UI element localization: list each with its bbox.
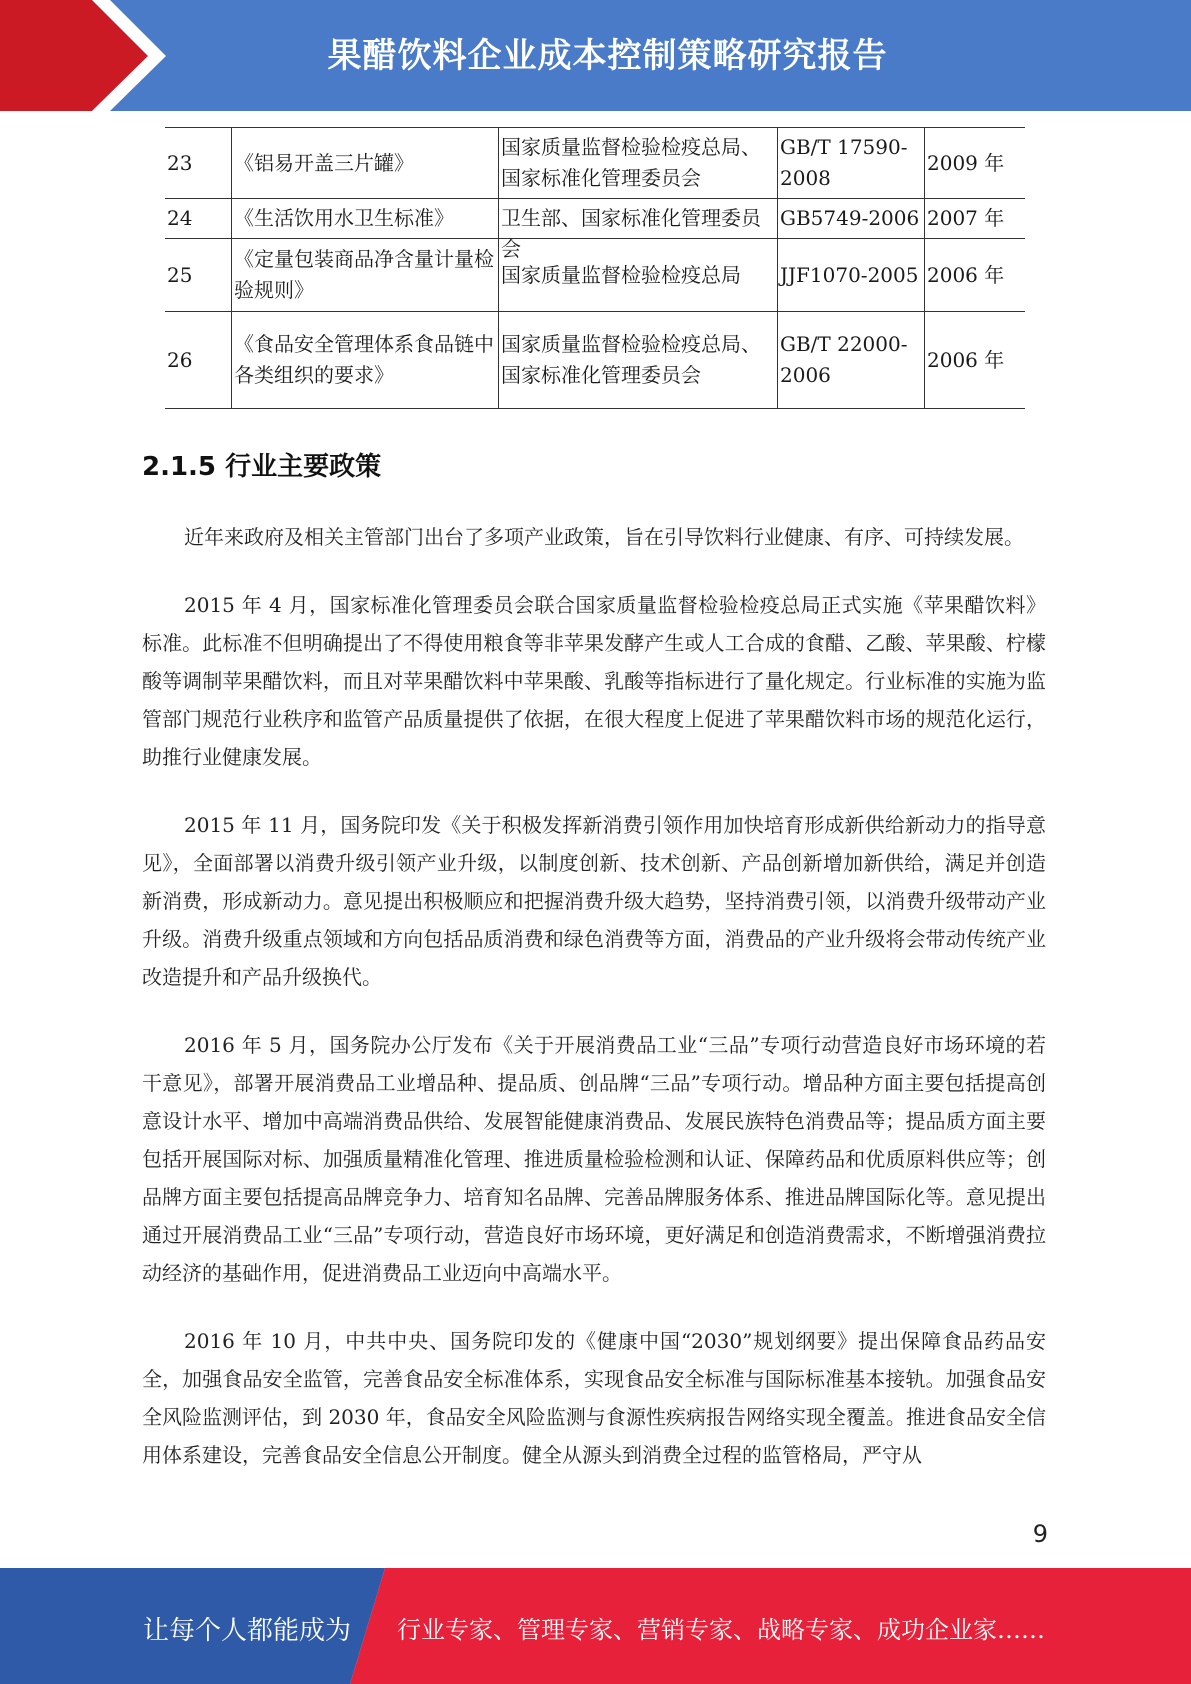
footer-slogan-right: 行业专家、管理专家、营销专家、战略专家、成功企业家……	[397, 1616, 1045, 1644]
body-text	[142, 518, 1046, 1504]
header-title: 果醋饮料企业成本控制策略研究报告	[327, 36, 888, 76]
standard-year: 2006 年	[925, 312, 1026, 409]
paragraph: 2015 年 4 月，国家标准化管理委员会联合国家质量监督检验检疫总局正式实施《苹果醋饮料》标准。此标准不但明确提出了不得使用粮食等非苹果发酵产生或人工合成的食醋、乙酸、苹果酸、柠檬酸等调制苹果醋饮料，而且对苹果醋饮料中苹果酸、乳酸等指标进行了量化规定。行业标准的实施为监管部门规范行业秩序和监管产品质量提供了依据，在很大程度上促进了苹果醋饮料市场的规范化运行，助推行业健康发展。	[142, 593, 1046, 769]
standard-name: 《定量包装商品净含量计量检验规则》	[232, 239, 499, 312]
standard-code: GB/T 22000-2006	[778, 312, 925, 409]
standard-year: 2009 年	[925, 128, 1026, 199]
row-number: 26	[165, 312, 232, 409]
footer-banner	[0, 1568, 1191, 1684]
paragraph: 2016 年 5 月，国务院办公厅发布《关于开展消费品工业“三品”专项行动营造良好市场环境的若干意见》，部署开展消费品工业增品种、提品质、创品牌“三品”专项行动。增品种方面主要包括提高创意设计水平、增加中高端消费品供给、发展智能健康消费品、发展民族特色消费品等；提品质方面主要包括开展国际对标、加强质量精准化管理、推进质量检验检测和认证、保障药品和优质原料供应等；创品牌方面主要包括提高品牌竞争力、培育知名品牌、完善品牌服务体系、推进品牌国际化等。意见提出通过开展消费品工业“三品”专项行动，营造良好市场环境，更好满足和创造消费需求，不断增强消费拉动经济的基础作用，促进消费品工业迈向中高端水平。	[142, 1033, 1046, 1285]
issuing-organization-cell	[499, 199, 778, 261]
table-row	[165, 312, 1025, 409]
row-number: 24	[165, 199, 232, 239]
standard-year: 2007 年	[925, 199, 1026, 239]
table-row	[165, 239, 1025, 312]
issuing-organization: 国家质量监督检验检疫总局、国家标准化管理委员会	[499, 312, 778, 409]
standard-year: 2006 年	[925, 239, 1026, 312]
issuing-organization: 国家质量监督检验检疫总局	[499, 239, 778, 312]
header-banner	[0, 0, 1191, 111]
standard-code: JJF1070-2005	[778, 239, 925, 312]
section-heading: 2.1.5 行业主要政策	[142, 452, 382, 482]
standard-name: 《铝易开盖三片罐》	[232, 128, 499, 199]
paragraph: 近年来政府及相关主管部门出台了多项产业政策，旨在引导饮料行业健康、有序、可持续发展。	[184, 525, 1024, 549]
standard-code: GB5749-2006	[778, 199, 925, 239]
issuing-organization: 卫生部、国家标准化管理委员会	[501, 206, 761, 261]
standards-table	[165, 127, 1025, 409]
page-number: 9	[1032, 1520, 1048, 1548]
row-number: 25	[165, 239, 232, 312]
standard-name: 《生活饮用水卫生标准》	[232, 199, 499, 239]
footer-slogan-left: 让每个人都能成为	[143, 1616, 352, 1646]
table-row	[165, 199, 1025, 239]
row-number: 23	[165, 128, 232, 199]
standard-name: 《食品安全管理体系食品链中各类组织的要求》	[232, 312, 499, 409]
table-row	[165, 128, 1025, 199]
paragraph: 2015 年 11 月，国务院印发《关于积极发挥新消费引领作用加快培育形成新供给新动力的指导意见》，全面部署以消费升级引领产业升级，以制度创新、技术创新、产品创新增加新供给，满足并创造新消费，形成新动力。意见提出积极顺应和把握消费升级大趋势，坚持消费引领，以消费升级带动产业升级。消费升级重点领域和方向包括品质消费和绿色消费等方面，消费品的产业升级将会带动传统产业改造提升和产品升级换代。	[142, 813, 1046, 989]
issuing-organization: 国家质量监督检验检疫总局、国家标准化管理委员会	[499, 128, 778, 199]
standard-code: GB/T 17590-2008	[778, 128, 925, 199]
paragraph: 2016 年 10 月，中共中央、国务院印发的《健康中国“2030”规划纲要》提出保障食品药品安全，加强食品安全监管，完善食品安全标准体系，实现食品安全标准与国际标准基本接轨。加强食品安全风险监测评估，到 2030 年，食品安全风险监测与食源性疾病报告网络实现全覆盖。推进食品安全信用体系建设，完善食品安全信息公开制度。健全从源头到消费全过程的监管格局，严守从	[142, 1329, 1046, 1467]
